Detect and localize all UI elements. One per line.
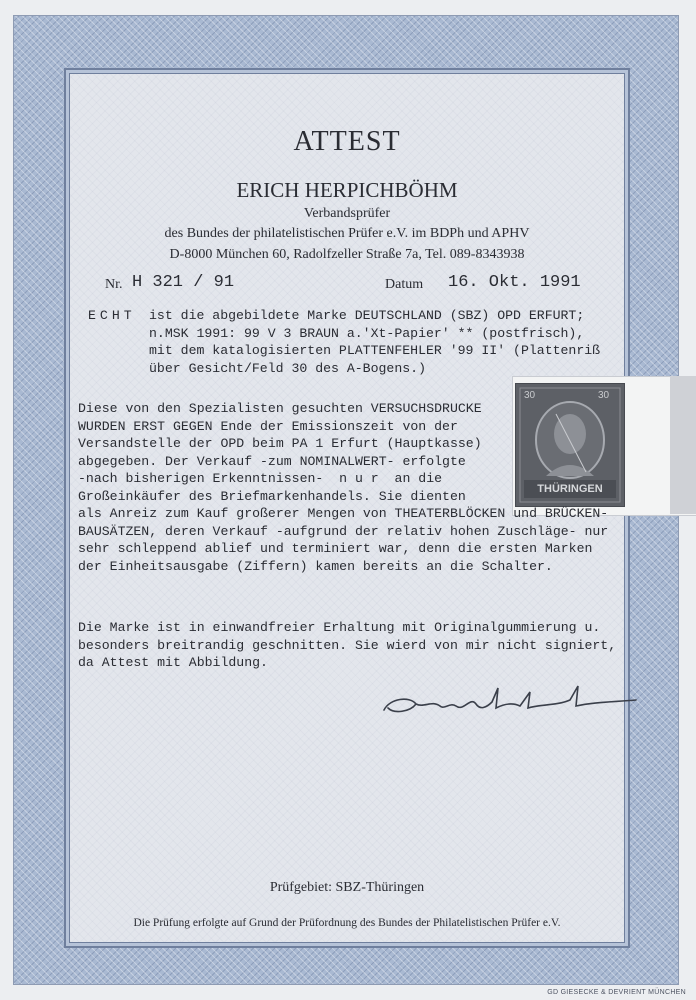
- text-line: als Anreiz zum Kauf großerer Mengen von THEATERBLÖCKEN und BRÜCKEN-: [78, 506, 609, 521]
- text-line: der Einheitsausgabe (Ziffern) kamen bereits an die Schalter.: [78, 558, 553, 574]
- text-line: da Attest mit Abbildung.: [78, 655, 268, 670]
- text-line: n.MSK 1991: 99 V 3 BRAUN a.'Xt-Papier' ** (postfrisch),: [149, 325, 585, 341]
- number-value: H 321 / 91: [132, 273, 235, 292]
- echt-label: ECHT: [88, 308, 136, 323]
- date-label: Datum: [385, 277, 424, 292]
- text-line: Versandstelle der OPD beim PA 1 Erfurt (Hauptkasse): [78, 436, 482, 451]
- text-line: über Gesicht/Feld 30 des A-Bogens.): [149, 360, 426, 376]
- text-line: ist die abgebildete Marke DEUTSCHLAND (SBZ) OPD ERFURT;: [149, 308, 585, 323]
- text-line: abgegeben. Der Verkauf -zum NOMINALWERT- erfolgte: [78, 453, 466, 469]
- stamp-caption: THÜRINGEN: [537, 483, 603, 495]
- date-value: 16. Okt. 1991: [448, 273, 581, 292]
- stamp-photo-shadow: [670, 376, 696, 514]
- certificate-title: ATTEST: [293, 126, 401, 157]
- text-line: -nach bisherigen Erkenntnissen- n u r an die: [78, 471, 443, 486]
- text-line: BAUSÄTZEN, deren Verkauf -aufgrund der relativ hohen Zuschläge- nur: [78, 523, 609, 539]
- history-block: [78, 400, 608, 575]
- signature: [380, 678, 640, 733]
- certificate-sheet: [14, 16, 678, 984]
- number-label: Nr.: [105, 277, 123, 292]
- examiner-association: des Bundes der philatelistischen Prüfer e.V. im BDPh und APHV: [164, 226, 530, 241]
- stamp-value-right: 30: [598, 390, 610, 401]
- signature-icon: [380, 678, 640, 728]
- examination-note: Die Prüfung erfolgte auf Grund der Prüfordnung des Bundes der Philatelistischen Prüfer e.V.: [133, 917, 561, 929]
- printer-imprint: GD GIESECKE & DEVRIENT MÜNCHEN: [547, 989, 686, 996]
- examiner-role: Verbandsprüfer: [303, 206, 391, 221]
- text-line: Die Marke ist in einwandfreier Erhaltung mit Originalgummierung u.: [78, 620, 601, 635]
- examination-area: Prüfgebiet: SBZ-Thüringen: [269, 880, 425, 895]
- condition-block: [78, 619, 616, 672]
- text-line: WURDEN ERST GEGEN Ende der Emissionszeit von der: [78, 418, 458, 434]
- text-line: mit dem katalogisierten PLATTENFEHLER '99 II' (Plattenriß: [149, 343, 601, 358]
- text-line: Großeinkäufer des Briefmarkenhandels. Sie dienten: [78, 488, 466, 504]
- text-line: besonders breitrandig geschnitten. Sie wierd von mir nicht signiert,: [78, 637, 617, 653]
- examiner-name: ERICH HERPICHBÖHM: [236, 178, 458, 202]
- text-line: Diese von den Spezialisten gesuchten VERSUCHSDRUCKE: [78, 401, 482, 416]
- certificate-panel: [70, 74, 624, 942]
- examiner-address: D-8000 München 60, Radolfzeller Straße 7a, Tel. 089-8343938: [169, 247, 525, 262]
- stamp-value-left: 30: [524, 390, 536, 401]
- description-block: [149, 307, 600, 377]
- text-line: sehr schleppend ablief und terminiert war, denn die ersten Marken: [78, 541, 593, 556]
